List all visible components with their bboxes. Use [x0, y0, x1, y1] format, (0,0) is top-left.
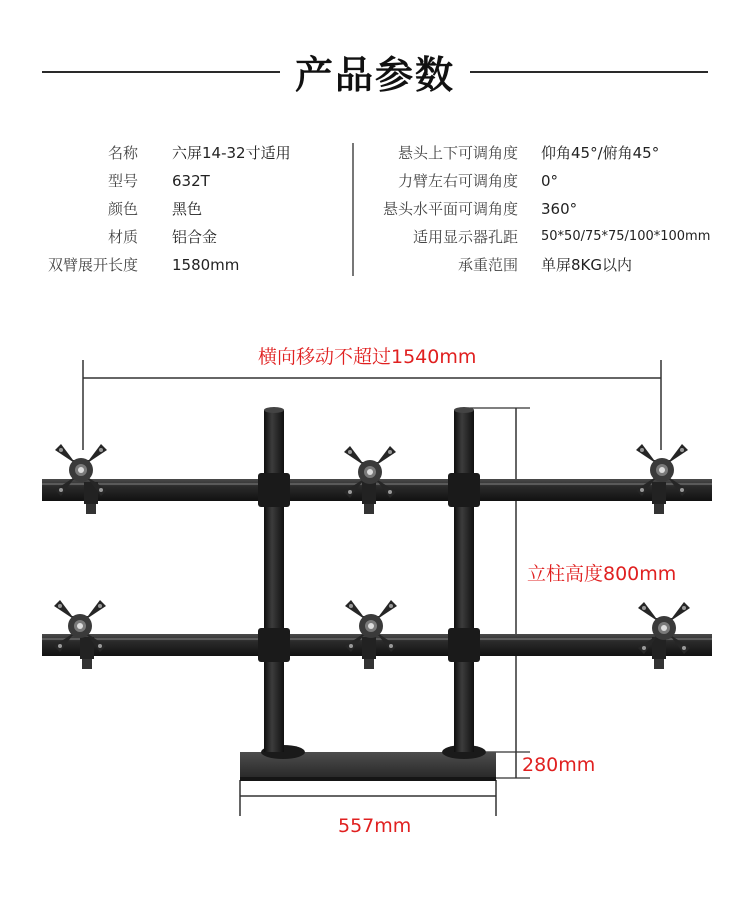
horizontal-dimension [83, 360, 661, 450]
spec-value: 50*50/75*75/100*100mm [541, 229, 711, 244]
spec-value: 六屏14-32寸适用 [172, 144, 291, 162]
pole-height-label: 立柱高度800mm [527, 563, 677, 585]
spec-value: 360° [541, 200, 578, 218]
right-pole [454, 407, 474, 752]
spec-value: 铝合金 [172, 228, 218, 246]
spec-value: 黑色 [172, 200, 203, 218]
spec-key: 承重范围 [457, 256, 518, 274]
left-pole [264, 407, 284, 752]
spec-value: 632T [172, 172, 210, 190]
spec-value: 仰角45°/俯角45° [541, 144, 660, 162]
spec-key: 型号 [107, 172, 138, 190]
spec-key: 悬头水平面可调角度 [382, 200, 518, 218]
spec-key: 颜色 [107, 200, 138, 218]
spec-key: 力臂左右可调角度 [397, 172, 518, 190]
height-dimension [468, 408, 530, 778]
horizontal-dimension-label: 横向移动不超过1540mm [258, 346, 477, 368]
spec-value: 1580mm [172, 256, 240, 274]
spec-key: 双臂展开长度 [47, 256, 138, 274]
base-width-label: 557mm [338, 815, 412, 837]
spec-key: 悬头上下可调角度 [397, 144, 518, 162]
spec-value: 0° [541, 172, 559, 190]
spec-key: 适用显示器孔距 [412, 228, 518, 246]
spec-key: 材质 [107, 228, 138, 246]
spec-key: 名称 [107, 144, 138, 162]
page-title: 产品参数 [294, 53, 455, 97]
spec-value: 单屏8KG以内 [541, 256, 633, 274]
base-depth-label: 280mm [522, 754, 596, 776]
base-width-dimension [240, 780, 496, 816]
